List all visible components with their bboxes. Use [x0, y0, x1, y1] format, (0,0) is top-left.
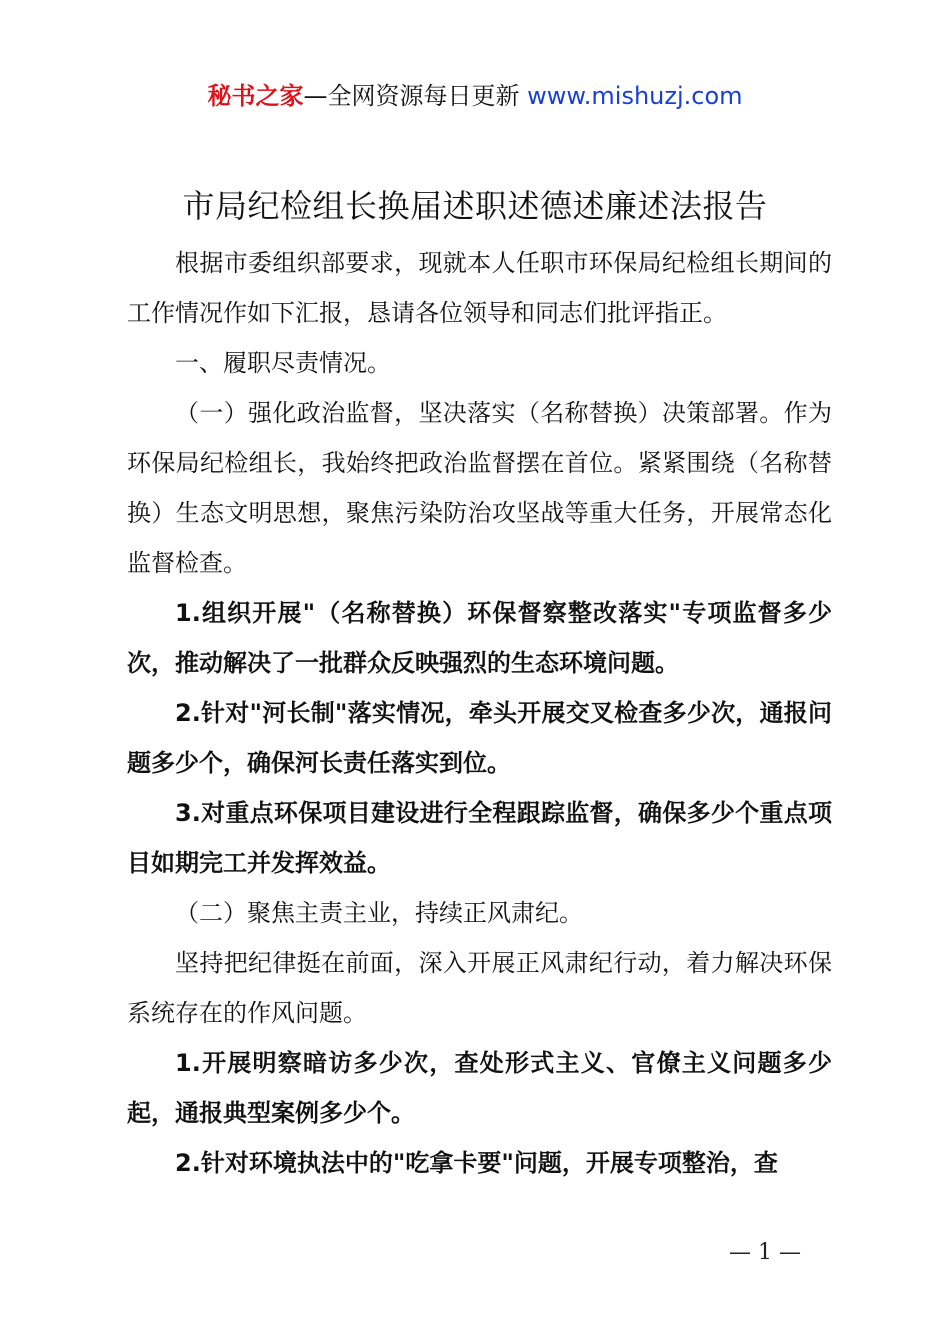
section-heading-performance: 一、履职尽责情况。 — [175, 349, 391, 377]
subsection-discipline: （二）聚焦主责主业，持续正风肃纪。 — [175, 899, 583, 927]
paragraph-discipline: 坚持把纪律挺在前面，深入开展正风肃纪行动，着力解决环保系统存在的作风问题。 — [127, 949, 832, 1027]
brand-name: 秘书之家 — [207, 82, 304, 110]
list-item-supervision-2: 2.针对"河长制"落实情况，牵头开展交叉检查多少次，通报问题多少个，确保河长责任落实到位。 — [127, 699, 832, 777]
document-body — [127, 238, 832, 1188]
document-title: 市局纪检组长换届述职述德述廉述法报告 — [182, 187, 768, 225]
site-banner — [0, 80, 950, 112]
paragraph-intro: 根据市委组织部要求，现就本人任职市环保局纪检组长期间的工作情况作如下汇报，恳请各位领导和同志们批评指正。 — [127, 249, 832, 327]
list-item-supervision-1: 1.组织开展"（名称替换）环保督察整改落实"专项监督多少次，推动解决了一批群众反映强烈的生态环境问题。 — [127, 599, 832, 677]
banner-slogan: —全网资源每日更新 — [303, 82, 520, 110]
site-url-link[interactable]: www.mishuzj.com — [527, 82, 743, 110]
page-number: — 1 — — [729, 1240, 801, 1265]
list-item-discipline-1: 1.开展明察暗访多少次，查处形式主义、官僚主义问题多少起，通报典型案例多少个。 — [127, 1049, 832, 1127]
list-item-discipline-2: 2.针对环境执法中的"吃拿卡要"问题，开展专项整治，查 — [175, 1149, 778, 1177]
list-item-supervision-3: 3.对重点环保项目建设进行全程跟踪监督，确保多少个重点项目如期完工并发挥效益。 — [127, 799, 832, 877]
subsection-political-supervision: （一）强化政治监督，坚决落实（名称替换）决策部署。作为环保局纪检组长，我始终把政治监督摆在首位。紧紧围绕（名称替换）生态文明思想，聚焦污染防治攻坚战等重大任务，开展常态化监督检查。 — [127, 399, 832, 577]
